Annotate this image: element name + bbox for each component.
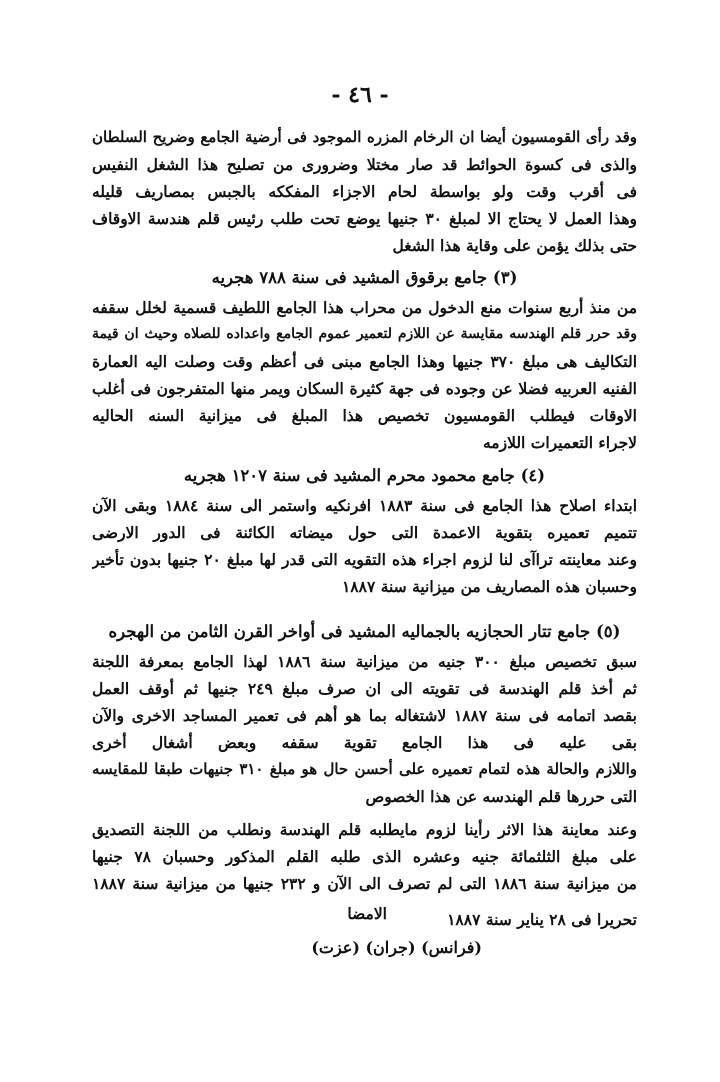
text-line: وعند معاينته تراآى لنا لزوم اجراء هذه التقويه التى قدر لها مبلغ ٢٠ جنيها بدون تأخير xyxy=(92,550,637,569)
signature-label: الامضا xyxy=(347,904,387,923)
text-line: حتى بذلك يؤمن على وقاية هذا الشغل xyxy=(392,236,637,255)
text-line: التكاليف هى مبلغ ٣٧٠ جنيها وهذا الجامع مبنى فى أعظم وقت وصلت اليه العمارة xyxy=(92,352,637,371)
text-line: لاجراء التعميرات اللازمه xyxy=(482,433,637,452)
text-line: من ميزانية سنة ١٨٨٦ التى لم تصرف الى الآن و ٢٣٢ جنيها من ميزانية سنة ١٨٨٧ xyxy=(92,874,637,893)
section-5 xyxy=(92,616,637,810)
section-3 xyxy=(92,262,637,456)
text-line: وقد رأى القومسيون أيضا ان الرخام المزره الموجود فى أرضية الجامع وضريح السلطان xyxy=(92,128,637,146)
section-4-heading: (٤) جامع محمود محرم المشيد فى سنة ١٢٠٧ هجريه xyxy=(183,466,546,485)
text-line: ثم أخذ قلم الهندسة فى تقويته الى ان صرف مبلغ ٢٤٩ جنيها ثم أوقف العمل xyxy=(92,679,637,698)
section-3-heading: (٣) جامع برقوق المشيد فى سنة ٧٨٨ هجريه xyxy=(211,268,518,287)
text-line: من منذ أربع سنوات منع الدخول من محراب هذا الجامع اللطيف قسمية لخلل سقفه xyxy=(92,298,637,317)
text-line: وقد حرر قلم الهندسه مقايسة عن اللازم لتعمير عموم الجامع واعداده للصلاه وحيث ان قيمة xyxy=(92,326,637,342)
text-line: على مبلغ الثلثمائة جنيه وعشره الذى طلبه القلم المذكور وحسبان ٧٨ جنيها xyxy=(92,847,637,866)
text-line: وحسبان هذه المصاريف من ميزانية سنة ١٨٨٧ xyxy=(341,577,637,596)
text-line: الفنيه العربيه فضلا عن وجوده فى جهة كثيرة السكان ويمر منها المتفرجون فى أغلب xyxy=(92,379,637,398)
text-line: وعند معاينة هذا الاثر رأينا لزوم مايطلبه قلم الهندسة ونطلب من اللجنة التصديق xyxy=(92,820,637,839)
document-date: تحريرا فى ٢٨ يناير سنة ١٨٨٧ xyxy=(447,910,637,929)
text-line: بقصد اتمامه فى سنة ١٨٨٧ لاشتغاله بما هو أهم فى تعمير المساجد الاخرى والآن xyxy=(92,706,637,725)
text-line: الاوقات فيطلب القومسيون تخصيص هذا المبلغ فى ميزانية السنه الحاليه xyxy=(92,406,637,425)
text-line: والذى فى كسوة الحوائط قد صار مختلا وضرورى من تصليح هذا الشغل النفيس xyxy=(92,155,637,174)
text-line: فى أقرب وقت ولو بواسطة لحام الاجزاء المفككه بالجبس بمصاريف قليله xyxy=(92,182,637,201)
intro-paragraph xyxy=(92,124,637,259)
page-number: - ٤٦ - xyxy=(331,82,389,108)
text-line: سبق تخصيص مبلغ ٣٠٠ جنيه من ميزانية سنة ١٨٨٦ لهذا الجامع بمعرفة اللجنة xyxy=(92,652,637,671)
signatory-names: (فرانس) (جران) (عزت) xyxy=(311,938,482,957)
section-4 xyxy=(92,460,637,600)
text-line: واللازم والحالة هذه لتمام تعميره على أحسن حال هو مبلغ ٣١٠ جنيهات طبقا للمقايسه xyxy=(92,760,637,778)
signature-block xyxy=(92,906,637,962)
text-line: وهذا العمل لا يحتاج الا لمبلغ ٣٠ جنيها يوضع تحت طلب رئيس قلم هندسة الاوقاف xyxy=(92,209,637,228)
text-line: بقى عليه فى هذا الجامع تقوية سقفه وبعض أشغال أخرى xyxy=(92,733,637,752)
text-line: التى حررها قلم الهندسه عن هذا الخصوص xyxy=(365,787,637,806)
text-line: ابتداء اصلاح هذا الجامع فى سنة ١٨٨٣ افرنكيه واستمر الى سنة ١٨٨٤ وبقى الآن xyxy=(92,496,637,515)
closing-paragraph xyxy=(92,816,637,897)
text-line: تتميم تعميره بتقوية الاعمدة التى حول ميضاته الكائنة فى الدور الارضى xyxy=(92,523,637,542)
section-5-heading: (٥) جامع تتار الحجازيه بالجماليه المشيد فى أواخر القرن الثامن من الهجره xyxy=(108,622,621,641)
